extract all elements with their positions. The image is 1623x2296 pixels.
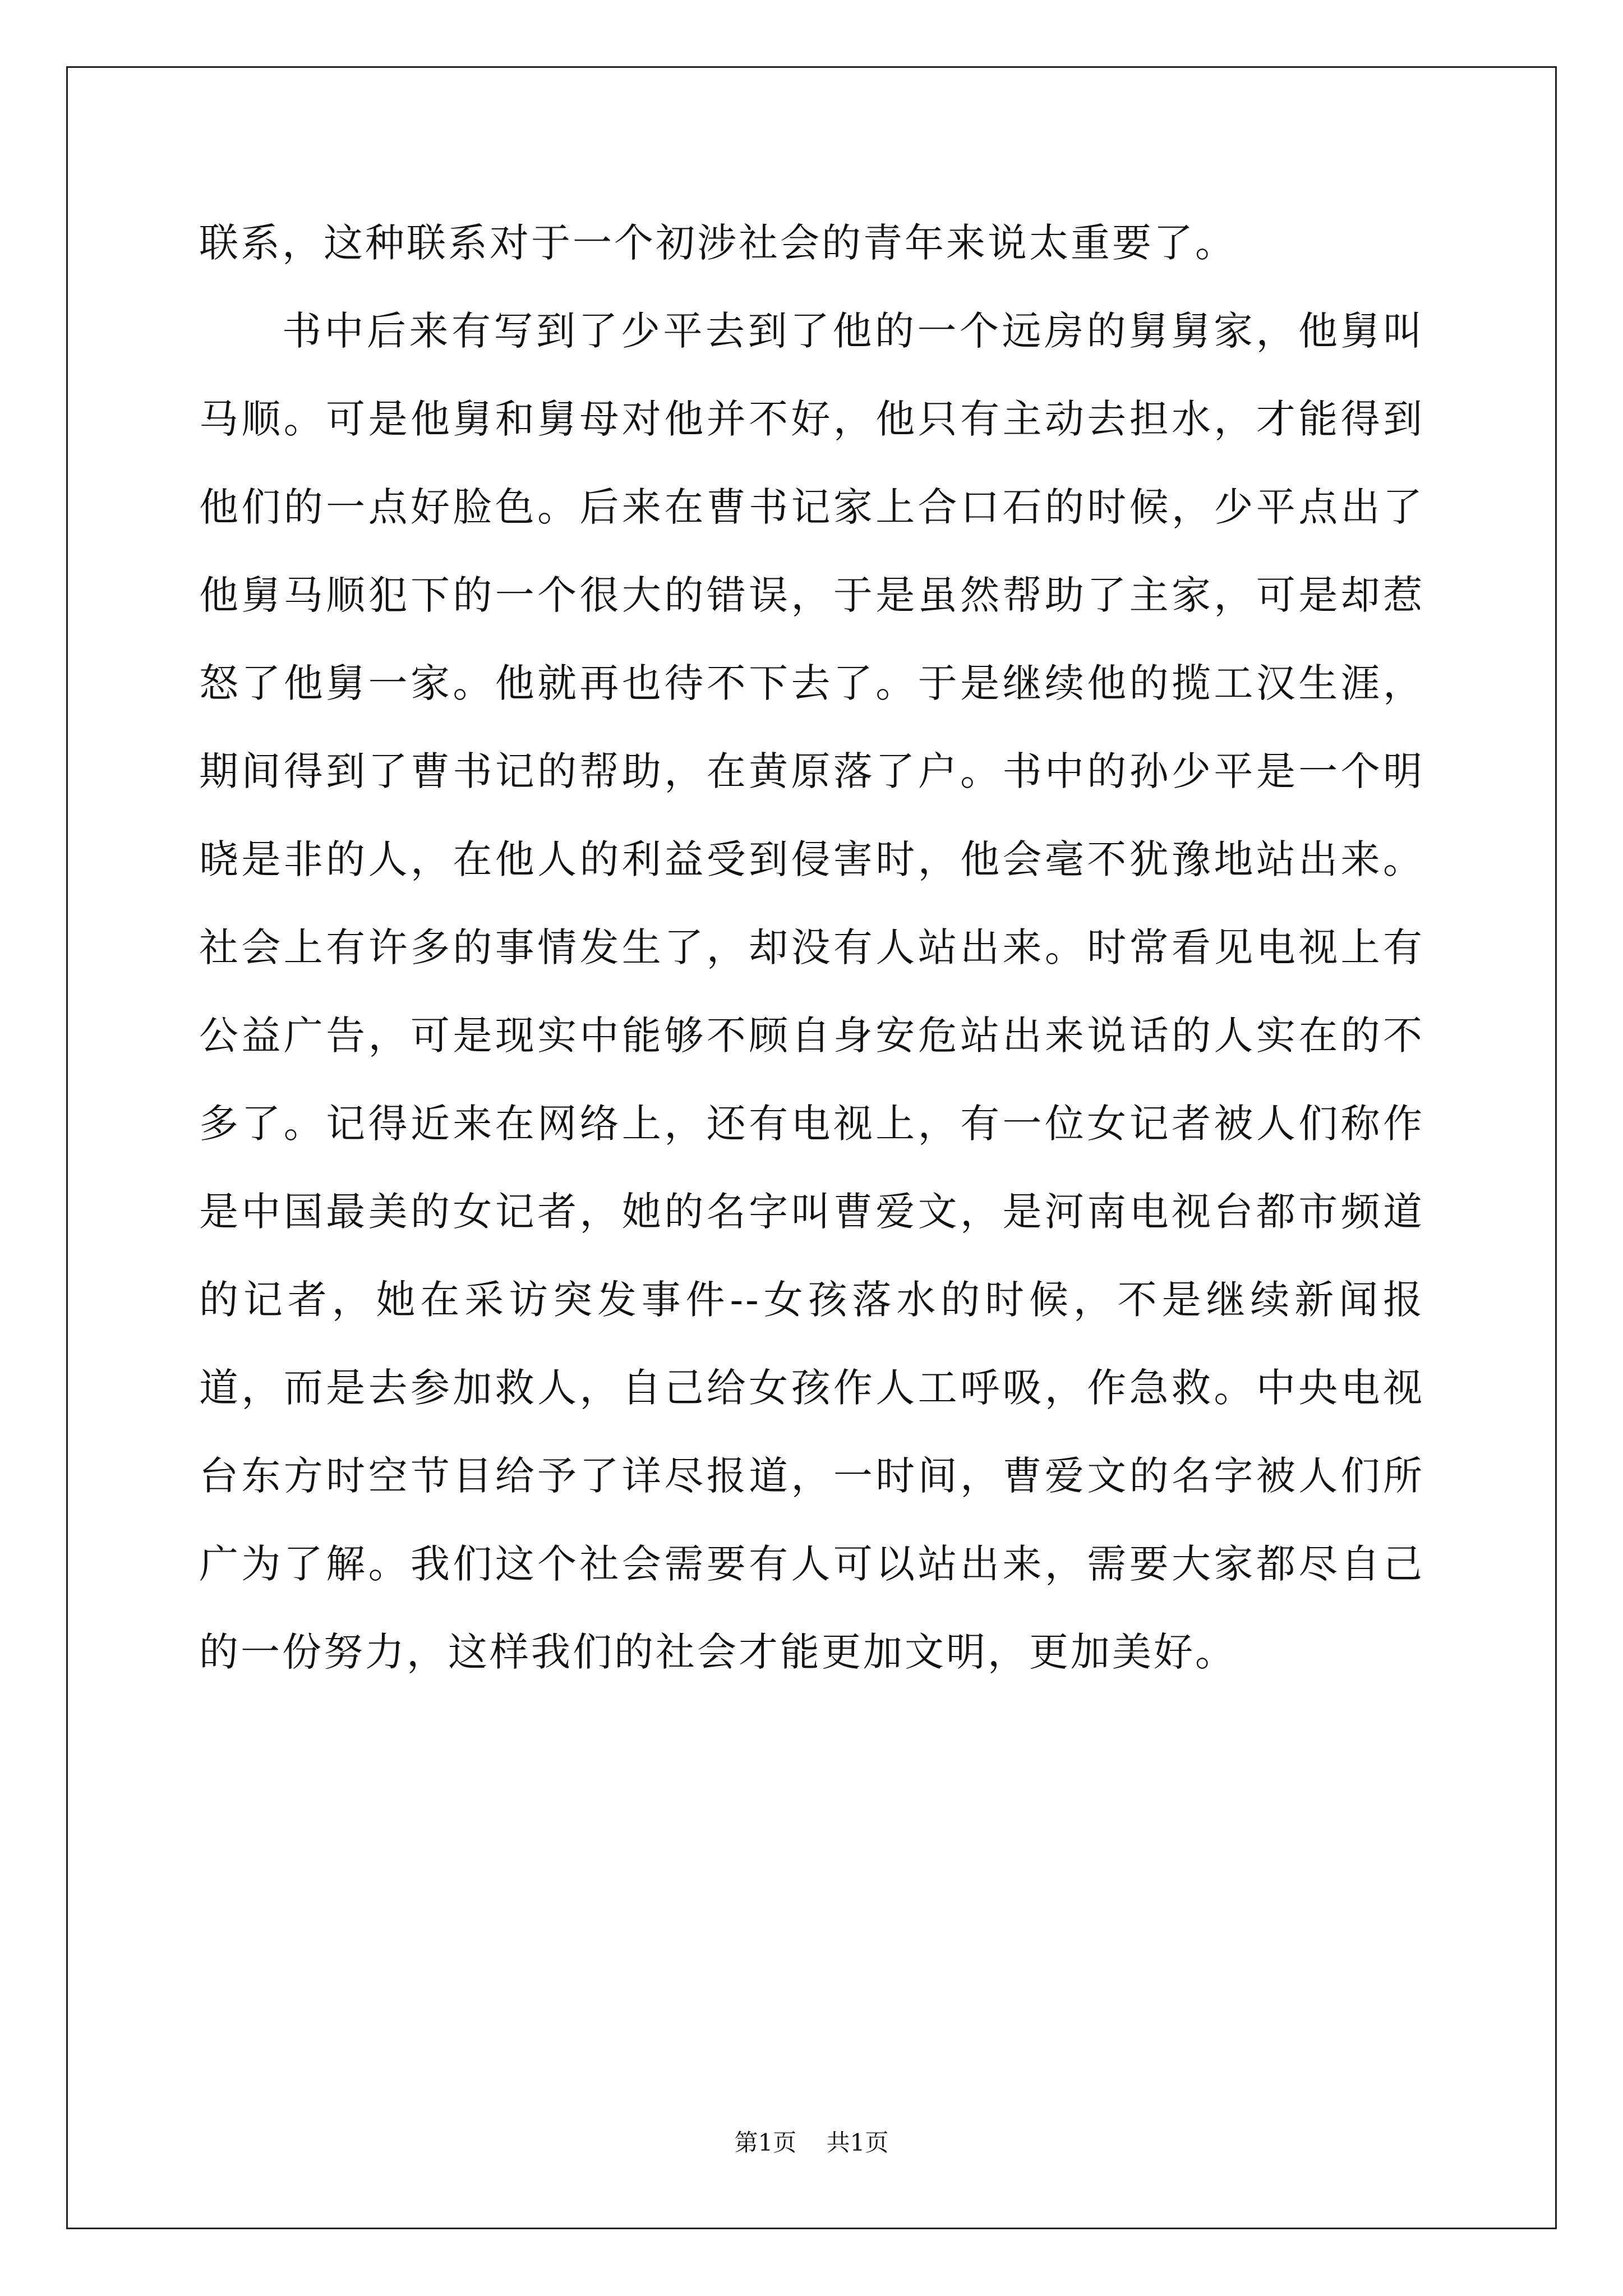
page-number: 第1页 [734,2129,797,2156]
paragraph-continued: 联系，这种联系对于一个初涉社会的青年来说太重要了。 [199,220,1237,266]
page-total: 共1页 [826,2129,889,2156]
page-footer [0,2126,1623,2160]
paragraph-main: 书中后来有写到了少平去到了他的一个远房的舅舅家，他舅叫马顺。可是他舅和舅母对他并不好，他只有主动去担水，才能得到他们的一点好脸色。后来在曹书记家上合口石的时候，少平点出了他舅马顺犯下的一个很大的错误，于是虽然帮助了主家，可是却惹怒了他舅一家。他就再也待不下去了。于是继续他的揽工汉生涯，期间得到了曹书记的帮助，在黄原落了户。书中的孙少平是一个明晓是非的人，在他人的利益受到侵害时，他会毫不犹豫地站出来。社会上有许多的事情发生了，却没有人站出来。时常看见电视上有公益广告，可是现实中能够不顾自身安危站出来说话的人实在的不多了。记得近来在网络上，还有电视上，有一位女记者被人们称作是中国最美的女记者，她的名字叫曹爱文，是河南电视台都市频道的记者，她在采访突发事件--女孩落水的时候，不是继续新闻报道，而是去参加救人，自己给女孩作人工呼吸，作急救。中央电视台东方时空节目给予了详尽报道，一时间，曹爱文的名字被人们所广为了解。我们这个社会需要有人可以站出来，需要大家都尽自己的一份努力，这样我们的社会才能更加文明，更加美好。 [199,308,1424,1675]
document-body [199,199,1424,1696]
